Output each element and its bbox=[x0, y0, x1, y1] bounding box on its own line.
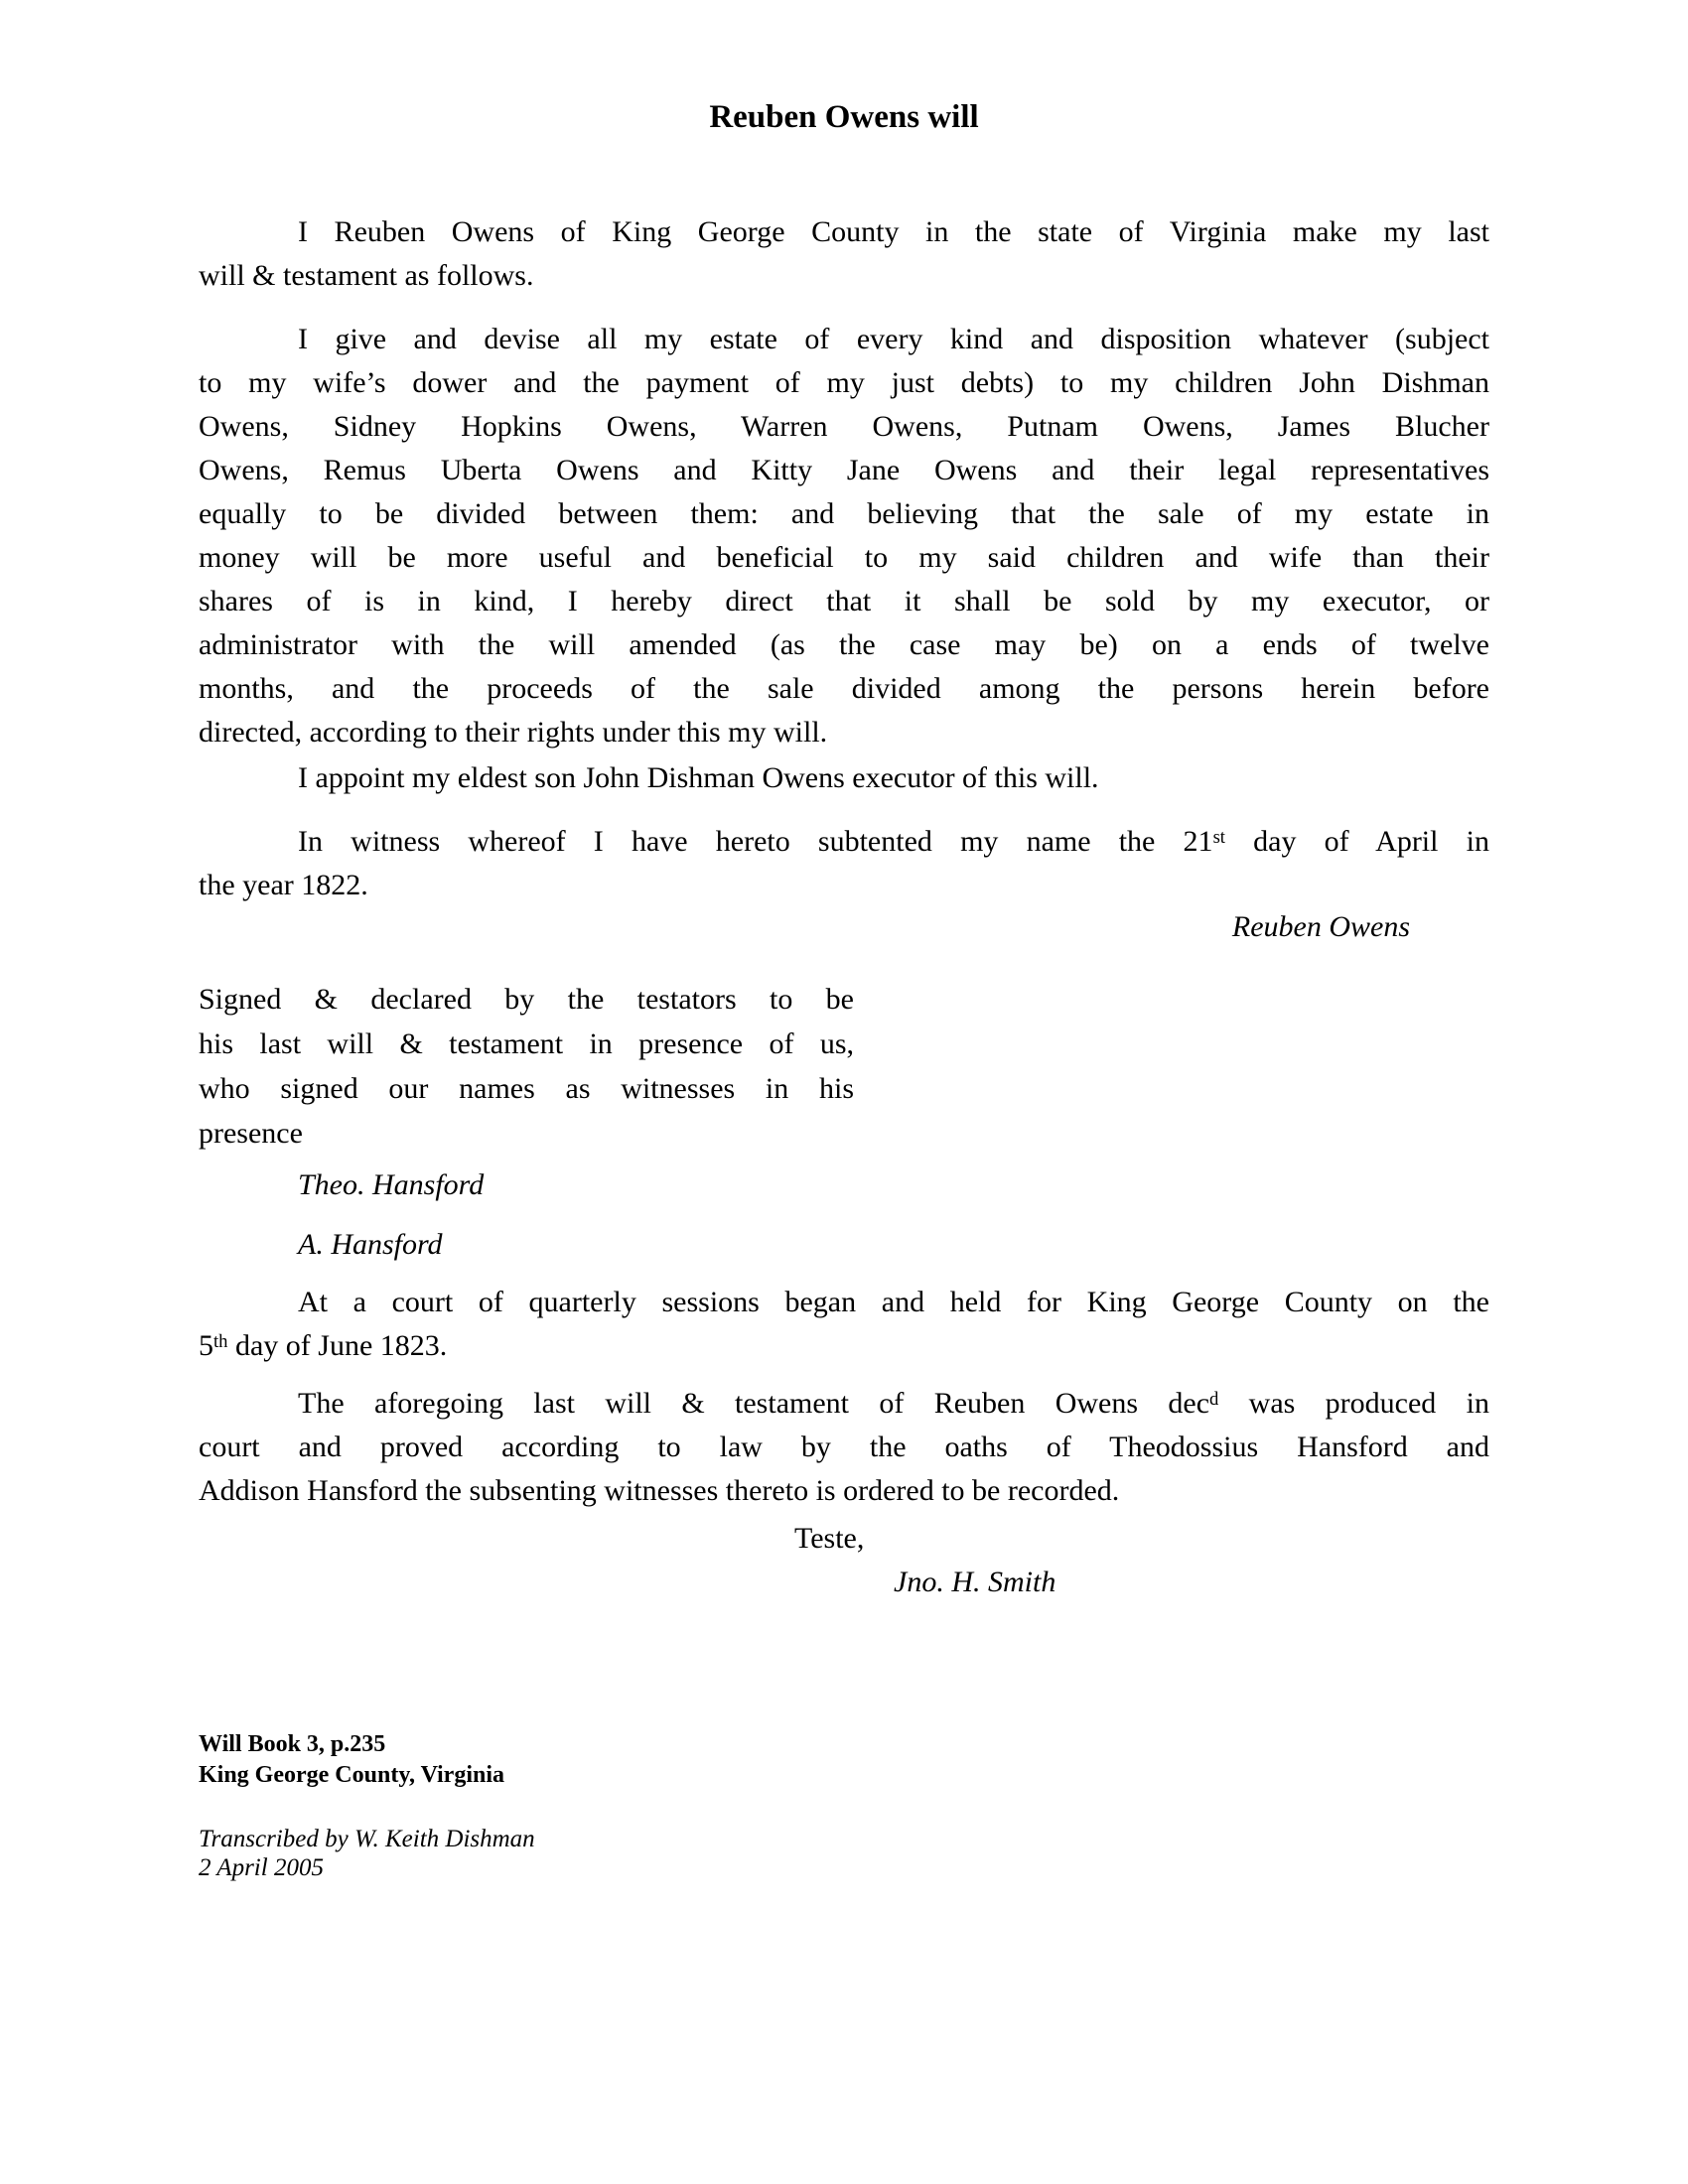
source-county-line: King George County, Virginia bbox=[199, 1762, 505, 1788]
text-line: I appoint my eldest son John Dishman Owens executor of this will. bbox=[298, 761, 1099, 794]
transcriber-name-line: Transcribed by W. Keith Dishman bbox=[199, 1826, 535, 1852]
text-line: Owens, Remus Uberta Owens and Kitty Jane Owens and their legal representatives bbox=[199, 454, 1489, 486]
source-book-line: Will Book 3, p.235 bbox=[199, 1731, 386, 1757]
text-line: 5th day of June 1823. bbox=[199, 1329, 448, 1362]
text-line: his last will & testament in presence of us, bbox=[199, 1027, 854, 1060]
paragraph-executor-appointment bbox=[199, 756, 1489, 800]
text-line: court and proved according to law by the oaths of Theodossius Hansford and bbox=[199, 1431, 1489, 1463]
witness-signature-1: Theo. Hansford bbox=[298, 1168, 485, 1201]
source-citation bbox=[199, 1729, 1489, 1791]
text-line: the year 1822. bbox=[199, 869, 368, 901]
teste-label: Teste, bbox=[794, 1522, 865, 1555]
text-line: equally to be divided between them: and believing that the sale of my estate in bbox=[199, 497, 1489, 530]
text-line: money will be more useful and beneficial to my said children and wife than their bbox=[199, 541, 1489, 574]
paragraph-opening bbox=[199, 210, 1489, 298]
text-line: to my wife’s dower and the payment of my just debts) to my children John Dishman bbox=[199, 366, 1489, 399]
paragraph-witness-whereof bbox=[199, 820, 1489, 907]
text-line: who signed our names as witnesses in his bbox=[199, 1072, 854, 1105]
text-line: In witness whereof I have hereto subtented my name the 21st day of April in bbox=[298, 825, 1489, 858]
clerk-signature: Jno. H. Smith bbox=[894, 1566, 1056, 1598]
text-line: Signed & declared by the testators to be bbox=[199, 983, 854, 1016]
paragraph-probate bbox=[199, 1382, 1489, 1513]
testator-signature: Reuben Owens bbox=[1231, 910, 1410, 943]
text-line: administrator with the will amended (as the case may be) on a ends of twelve bbox=[199, 628, 1489, 661]
paragraph-devise-estate bbox=[199, 318, 1489, 754]
text-line: I give and devise all my estate of every kind and disposition whatever (subject bbox=[298, 323, 1489, 355]
paragraph-court-session bbox=[199, 1281, 1489, 1368]
text-line: will & testament as follows. bbox=[199, 259, 534, 292]
transcriber-note bbox=[199, 1825, 1489, 1882]
text-line: At a court of quarterly sessions began and held for King George County on the bbox=[298, 1286, 1489, 1318]
witness-attestation-clause bbox=[199, 977, 854, 1156]
witness-signature-2: A. Hansford bbox=[298, 1228, 443, 1261]
text-line: months, and the proceeds of the sale divided among the persons herein before bbox=[199, 672, 1489, 705]
text-line: The aforegoing last will & testament of Reuben Owens dec$^d$ was produced in bbox=[298, 1387, 1489, 1420]
text-line: directed, according to their rights under this my will. bbox=[199, 716, 828, 749]
text-line: Owens, Sidney Hopkins Owens, Warren Owens, Putnam Owens, James Blucher bbox=[199, 410, 1489, 443]
text-line: presence bbox=[199, 1117, 303, 1150]
page-title: Reuben Owens will bbox=[709, 99, 979, 135]
transcriber-date-line: 2 April 2005 bbox=[199, 1854, 324, 1881]
text-line: shares of is in kind, I hereby direct that it shall be sold by my executor, or bbox=[199, 585, 1489, 617]
text-line: I Reuben Owens of King George County in the state of Virginia make my last bbox=[298, 215, 1489, 248]
text-line: Addison Hansford the subsenting witnesses thereto is ordered to be recorded. bbox=[199, 1474, 1120, 1507]
